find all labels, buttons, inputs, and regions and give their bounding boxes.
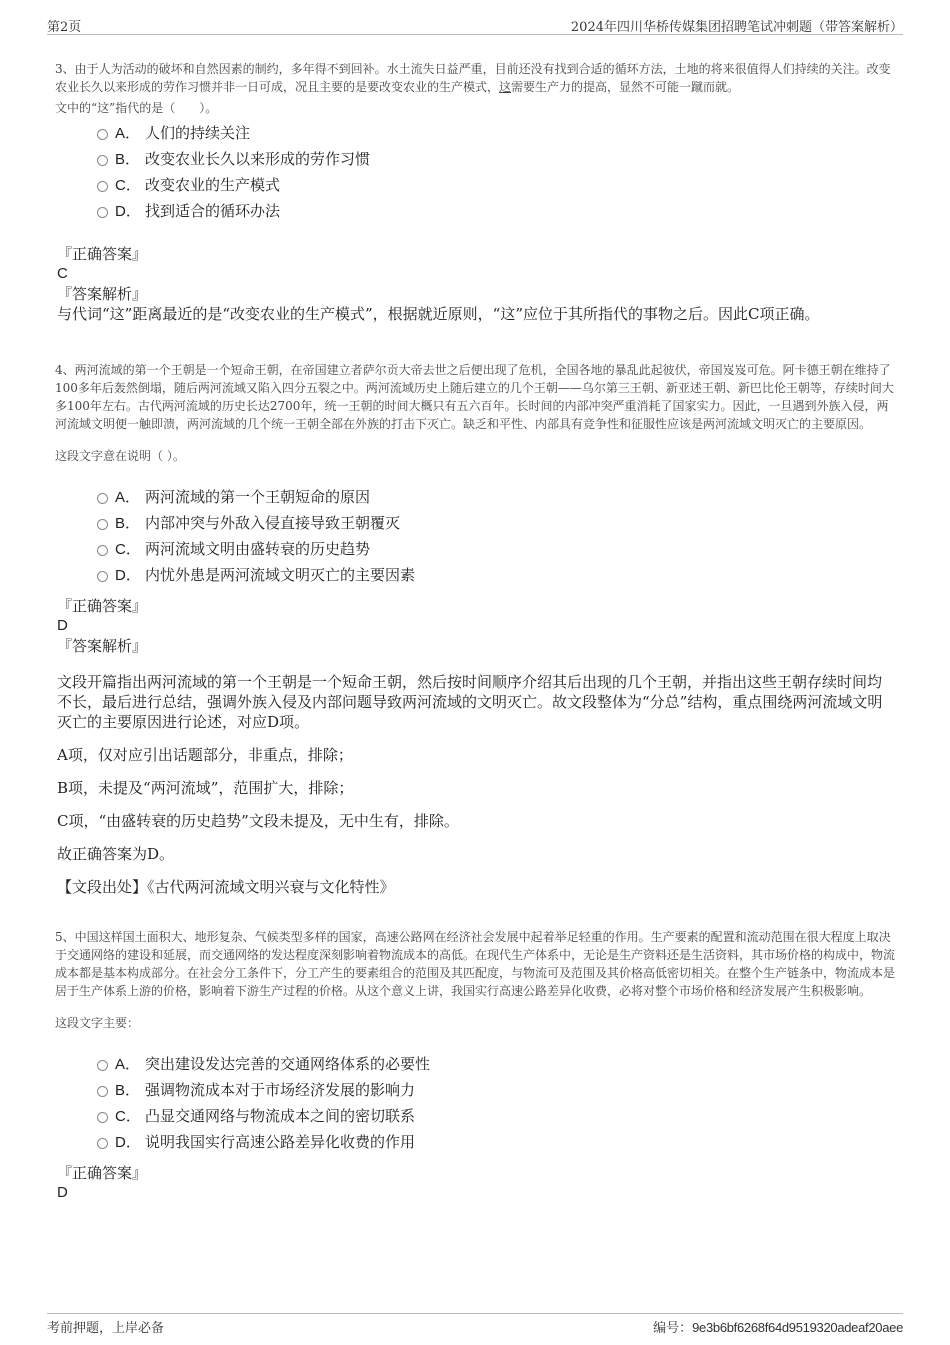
footer-slogan: 考前押题，上岸必备 bbox=[47, 1321, 165, 1336]
radio-button-icon[interactable] bbox=[97, 545, 108, 556]
question-5-options bbox=[97, 1051, 895, 1155]
question-3 bbox=[55, 60, 895, 324]
option-b[interactable]: B． 强调物流成本对于市场经济发展的影响力 bbox=[97, 1077, 895, 1103]
correct-answer: C bbox=[57, 265, 68, 282]
option-b[interactable]: B． 内部冲突与外敌入侵直接导致王朝覆灭 bbox=[97, 510, 895, 536]
correct-answer: D bbox=[57, 617, 68, 634]
analysis-paragraph: A项，仅对应引出话题部分，非重点，排除； bbox=[57, 746, 353, 764]
option-c[interactable]: C． 改变农业的生产模式 bbox=[97, 172, 895, 198]
option-a[interactable]: A． 两河流域的第一个王朝短命的原因 bbox=[97, 484, 895, 510]
radio-button-icon[interactable] bbox=[97, 1112, 108, 1123]
correct-answer: D bbox=[57, 1184, 68, 1201]
option-d[interactable]: D． 找到适合的循环办法 bbox=[97, 198, 895, 224]
question-3-prompt: 文中的“这”指代的是（ ）。 bbox=[55, 101, 218, 115]
option-d[interactable]: D． 内忧外患是两河流域文明灭亡的主要因素 bbox=[97, 562, 895, 588]
question-4-stem: 4、两河流域的第一个王朝是一个短命王朝，在帝国建立者萨尔贡大帝去世之后便出现了危机，全国各地的暴乱此起彼伏，帝国岌岌可危。阿卡德王朝在维持了100多年后轰然倒塌，随后两河流域又陷入四分五裂之中。两河流域历史上随后建立的几个王朝——乌尔第三王朝、新亚述王朝、新巴比伦王朝等，存续时间大多100年左右。古代两河流域的历史长达2700年，统一王朝的时间大概只有五六百年。长时间的内部冲突严重消耗了国家实力。因此，一旦遇到外族入侵，两河流域文明便一触即溃，两河流域的几个统一王朝全部在外族的打击下灭亡。缺乏和平性、内部具有竞争性和征服性应该是两河流域文明灭亡的主要原因。 bbox=[55, 363, 894, 431]
option-c[interactable]: C． 凸显交通网络与物流成本之间的密切联系 bbox=[97, 1103, 895, 1129]
page-footer bbox=[47, 1313, 903, 1338]
question-4 bbox=[55, 361, 895, 910]
answer-label: 『正确答案』 bbox=[57, 1164, 148, 1182]
analysis-label: 『答案解析』 bbox=[57, 285, 148, 303]
radio-button-icon[interactable] bbox=[97, 493, 108, 504]
analysis-paragraph: 故正确答案为D。 bbox=[57, 845, 175, 863]
radio-button-icon[interactable] bbox=[97, 129, 108, 140]
radio-button-icon[interactable] bbox=[97, 571, 108, 582]
option-c[interactable]: C． 两河流域文明由盛转衰的历史趋势 bbox=[97, 536, 895, 562]
analysis-label: 『答案解析』 bbox=[57, 637, 148, 655]
document-title: 2024年四川华桥传媒集团招聘笔试冲刺题（带答案解析） bbox=[570, 20, 903, 35]
question-4-prompt: 这段文字意在说明（ ）。 bbox=[55, 449, 185, 463]
radio-button-icon[interactable] bbox=[97, 1086, 108, 1097]
question-3-stem: 3、由于人为活动的破坏和自然因素的制约，多年得不到回补。水土流失日益严重，目前还没有找到合适的循环方法，土地的将来很值得人们持续的关注。改变农业长久以来形成的劳作习惯并非一日可成，况且主要的是要改变农业的生产模式，这需要生产力的提高，显然不可能一蹴而就。 bbox=[55, 62, 891, 94]
question-4-options bbox=[97, 484, 895, 588]
option-a[interactable]: A． 突出建设发达完善的交通网络体系的必要性 bbox=[97, 1051, 895, 1077]
highlight-marker: 这 bbox=[499, 80, 512, 94]
answer-label: 『正确答案』 bbox=[57, 597, 148, 615]
question-3-options bbox=[97, 120, 895, 224]
radio-button-icon[interactable] bbox=[97, 1060, 108, 1071]
radio-button-icon[interactable] bbox=[97, 519, 108, 530]
question-5-prompt: 这段文字主要： bbox=[55, 1016, 140, 1030]
analysis-paragraph: B项，未提及“两河流域”，范围扩大，排除； bbox=[57, 779, 354, 797]
radio-button-icon[interactable] bbox=[97, 1138, 108, 1149]
page-header bbox=[47, 14, 903, 35]
analysis-text: 与代词“这”距离最近的是“改变农业的生产模式”，根据就近原则，“这”应位于其所指代的事物之后。因此C项正确。 bbox=[57, 305, 820, 323]
document-code: 编号：9e3b6bf6268f64d9519320adeaf20aee bbox=[653, 1320, 903, 1336]
radio-button-icon[interactable] bbox=[97, 155, 108, 166]
analysis-paragraph: C项，“由盛转衰的历史趋势”文段未提及，无中生有，排除。 bbox=[57, 812, 459, 830]
source-citation: 【文段出处】《古代两河流域文明兴衰与文化特性》 bbox=[57, 878, 395, 896]
option-a[interactable]: A． 人们的持续关注 bbox=[97, 120, 895, 146]
answer-label: 『正确答案』 bbox=[57, 245, 148, 263]
option-b[interactable]: B． 改变农业长久以来形成的劳作习惯 bbox=[97, 146, 895, 172]
question-5 bbox=[55, 928, 895, 1203]
analysis-paragraph: 文段开篇指出两河流域的第一个王朝是一个短命王朝，然后按时间顺序介绍其后出现的几个王朝，并指出这些王朝存续时间均不长，最后进行总结，强调外族入侵及内部问题导致两河流域的文明灭亡。故文段整体为“分总”结构，重点围绕两河流域文明灭亡的主要原因进行论述，对应D项。 bbox=[57, 673, 883, 731]
radio-button-icon[interactable] bbox=[97, 181, 108, 192]
radio-button-icon[interactable] bbox=[97, 207, 108, 218]
question-5-stem: 5、中国这样国土面积大、地形复杂、气候类型多样的国家，高速公路网在经济社会发展中起着举足轻重的作用。生产要素的配置和流动范围在很大程度上取决于交通网络的建设和延展，而交通网络的发达程度深刻影响着物流成本的高低。在现代生产体系中，无论是生产资料还是生活资料，其市场价格的构成中，物流成本都是基本构成部分。在社会分工条件下，分工产生的要素组合的范围及其匹配度，与物流可及范围及其价格高低密切相关。在整个生产链条中，物流成本是居于生产体系上游的价格，影响着下游生产过程的价格。从这个意义上讲，我国实行高速公路差异化收费，必将对整个市场价格和经济发展产生积极影响。 bbox=[55, 930, 896, 998]
page-number: 第2页 bbox=[47, 20, 82, 35]
option-d[interactable]: D． 说明我国实行高速公路差异化收费的作用 bbox=[97, 1129, 895, 1155]
